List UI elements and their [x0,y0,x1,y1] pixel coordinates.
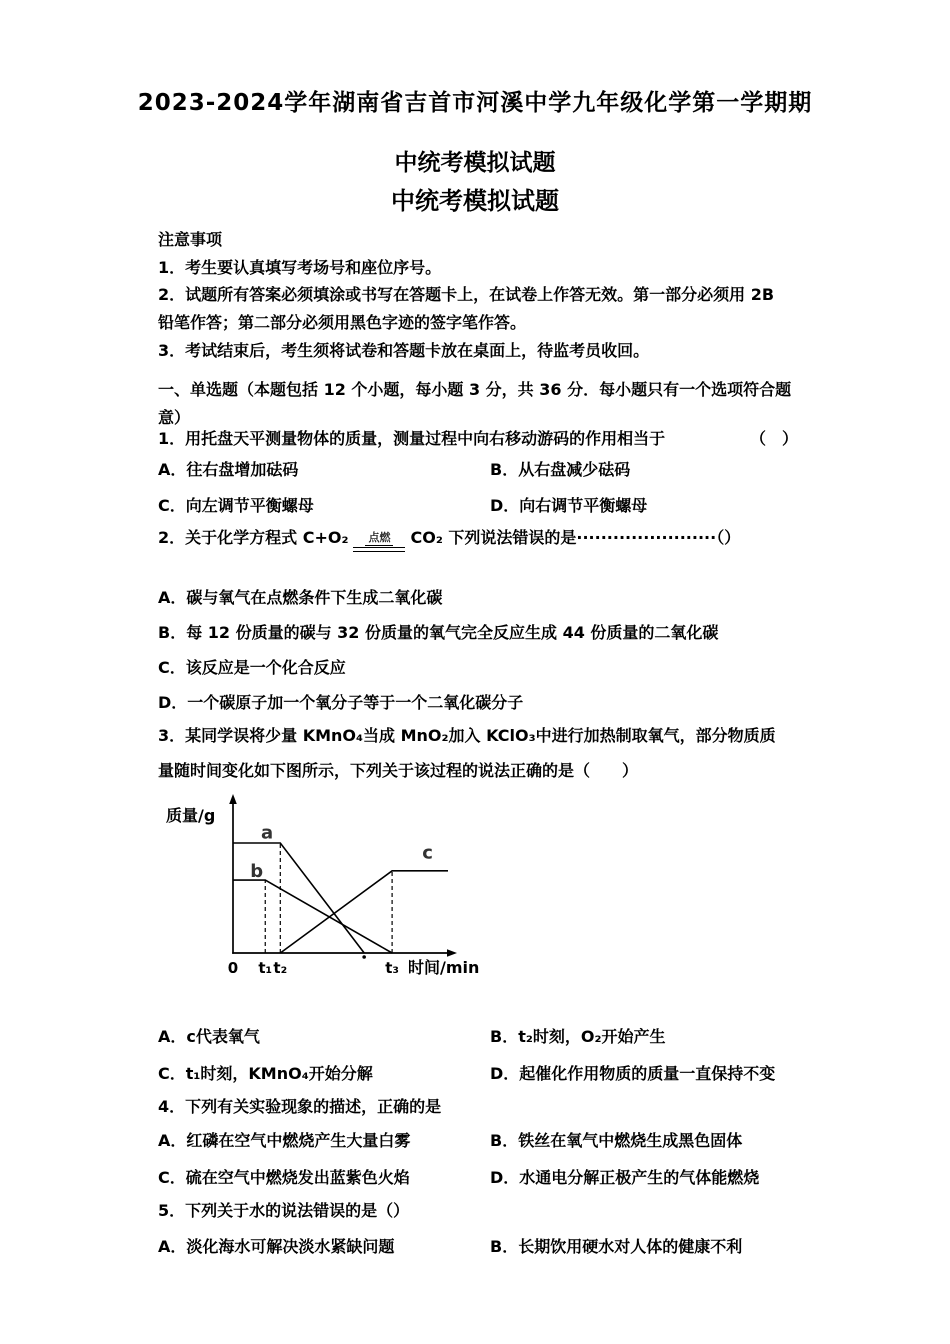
question-3-stem [158,718,776,788]
page-subtitle-1: 中统考模拟试题 [394,150,556,176]
question-2-text-suffix: CO₂ 下列说法错误的是·······················（） [410,528,741,547]
svg-text:b: b [250,861,264,883]
option-cell: B．t₂时刻，O₂开始产生 [490,1027,666,1046]
option-cell: C．t₁时刻，KMnO₄开始分解 [158,1064,373,1083]
option-cell: B．长期饮用硬水对人体的健康不利 [490,1237,743,1256]
question-5-stem: 5．下列关于水的说法错误的是（） [158,1201,410,1220]
option-cell: A．红磷在空气中燃烧产生大量白雾 [158,1131,411,1150]
option-cell: D．起催化作用物质的质量一直保持不变 [490,1064,776,1083]
svg-text:c: c [422,842,433,864]
svg-text:0: 0 [227,959,239,977]
svg-text:t₃: t₃ [385,959,399,977]
option-cell: A．淡化海水可解决淡水紧缺问题 [158,1237,395,1256]
question-2-options [158,580,718,720]
option-cell: D．向右调节平衡螺母 [490,496,648,515]
equation-double-line [353,547,405,552]
page-subtitle-2: 中统考模拟试题 [391,187,559,215]
option-cell: B．每 12 份质量的碳与 32 份质量的氧气完全反应生成 44 份质量的二氧化碳 [158,623,719,642]
page-title: 2023-2024学年湖南省吉首市河溪中学九年级化学第一学期期 [137,90,813,116]
option-cell: B．铁丝在氧气中燃烧生成黑色固体 [490,1131,743,1150]
question-1-stem [158,426,798,449]
svg-text:t₁: t₁ [258,959,273,977]
question-1-options [158,452,858,524]
notice-line: 1．考生要认真填写考场号和座位序号。 [158,257,442,277]
question-4-options [158,1122,858,1196]
question-1-answer-bracket: （ ） [749,429,798,448]
question-1-text: 1．用托盘天平测量物体的质量，测量过程中向右移动游码的作用相当于 [158,429,666,448]
section-header [158,376,791,432]
svg-text:t₂: t₂ [273,959,288,977]
option-cell: A．碳与氧气在点燃条件下生成二氧化碳 [158,588,443,607]
mass-time-chart-svg [158,791,503,996]
question-4-stem: 4．下列有关实验现象的描述，正确的是 [158,1097,442,1116]
option-cell: D．水通电分解正极产生的气体能燃烧 [490,1168,760,1187]
notice-line: 铅笔作答；第二部分必须用黑色字迹的签字笔作答。 [158,313,527,333]
notice-line: 3．考试结束后，考生须将试卷和答题卡放在桌面上，待监考员收回。 [158,340,650,360]
option-cell: D．一个碳原子加一个氧分子等于一个二氧化碳分子 [158,693,524,712]
mass-time-chart [158,791,503,996]
svg-text:a: a [260,822,274,844]
reaction-condition-stack [353,532,405,552]
question-3-options [158,1018,858,1092]
option-cell: C．向左调节平衡螺母 [158,496,314,515]
option-cell: B．从右盘减少砝码 [490,460,631,479]
option-cell: C．该反应是一个化合反应 [158,658,346,677]
question-3-text-line: 3．某同学误将少量 KMnO₄当成 MnO₂加入 KClO₃中进行加热制取氧气，部分物质质 [158,726,776,745]
option-cell: C．硫在空气中燃烧发出蓝紫色火焰 [158,1168,410,1187]
notice-section [158,226,774,365]
option-cell: A．往右盘增加砝码 [158,460,299,479]
question-3-text-line: 量随时间变化如下图所示，下列关于该过程的说法正确的是（ ） [158,761,639,780]
question-5-options [158,1228,858,1265]
reaction-condition-label: 点燃 [365,532,393,546]
notice-line: 2．试题所有答案必须填涂或书写在答题卡上，在试卷上作答无效。第一部分必须用 2B [158,285,775,305]
notice-heading: 注意事项 [158,230,223,249]
svg-text:时间/min: 时间/min [408,958,480,977]
section-header-line: 意） [158,408,191,427]
option-cell: A．c代表氧气 [158,1027,260,1046]
question-2-text-prefix: 2．关于化学方程式 C+O₂ [158,528,349,547]
question-2-stem [158,520,740,556]
svg-text:质量/g: 质量/g [166,806,216,825]
section-header-line: 一、单选题（本题包括 12 个小题，每小题 3 分，共 36 分．每小题只有一个选项符合题 [158,380,792,399]
